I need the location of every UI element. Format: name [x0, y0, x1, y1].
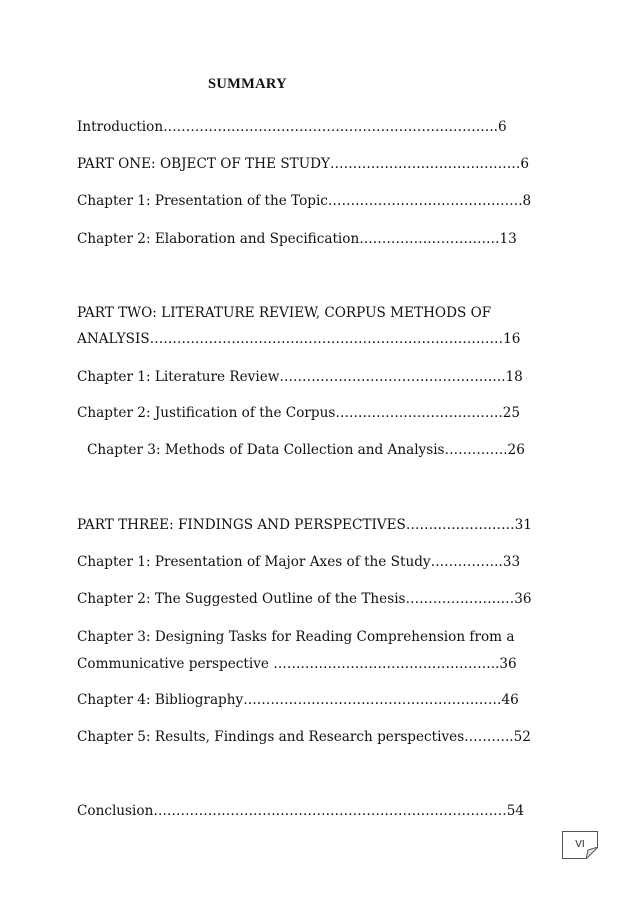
- toc-entry-part-three-chapter-3-line-1: Chapter 3: Designing Tasks for Reading Comprehension from a: [77, 629, 515, 645]
- page-number-label: VI: [575, 839, 585, 850]
- toc-entry-conclusion: Conclusion……………………………………………………………………54: [77, 803, 525, 819]
- toc-entry-part-one: PART ONE: OBJECT OF THE STUDY……………………………………6: [77, 156, 529, 172]
- summary-title: SUMMARY: [208, 76, 287, 92]
- toc-entry-part-three: PART THREE: FINDINGS AND PERSPECTIVES……………………31: [77, 517, 532, 533]
- toc-entry-part-two-chapter-3: Chapter 3: Methods of Data Collection and Analysis…………..26: [87, 442, 525, 458]
- toc-entry-part-two-line-2: ANALYSIS……………………………………………………………………16: [77, 331, 521, 347]
- toc-entry-part-three-chapter-5: Chapter 5: Results, Findings and Research perspectives………..52: [77, 729, 531, 745]
- toc-entry-part-two-chapter-1: Chapter 1: Literature Review…………………………………………..18: [77, 369, 523, 385]
- toc-entry-part-three-chapter-2: Chapter 2: The Suggested Outline of the Thesis……………………36: [77, 591, 532, 607]
- toc-entry-introduction: Introduction………………………………………………………………..6: [77, 119, 507, 135]
- toc-entry-part-two-line-1: PART TWO: LITERATURE REVIEW, CORPUS METHODS OF: [77, 305, 492, 321]
- toc-entry-part-three-chapter-1: Chapter 1: Presentation of Major Axes of the Study…………….33: [77, 554, 521, 570]
- folded-corner-icon: [586, 847, 598, 859]
- page-number-badge: [562, 831, 598, 859]
- toc-entry-part-one-chapter-2: Chapter 2: Elaboration and Specification………………………….13: [77, 231, 517, 247]
- toc-entry-part-two-chapter-2: Chapter 2: Justification of the Corpus……………………………….25: [77, 405, 521, 421]
- toc-entry-part-three-chapter-3-line-2: Communicative perspective …………………………………………..36: [77, 656, 517, 672]
- toc-entry-part-three-chapter-4: Chapter 4: Bibliography…………………………………………………46: [77, 692, 519, 708]
- toc-entry-part-one-chapter-1: Chapter 1: Presentation of the Topic…………………………………….8: [77, 193, 532, 209]
